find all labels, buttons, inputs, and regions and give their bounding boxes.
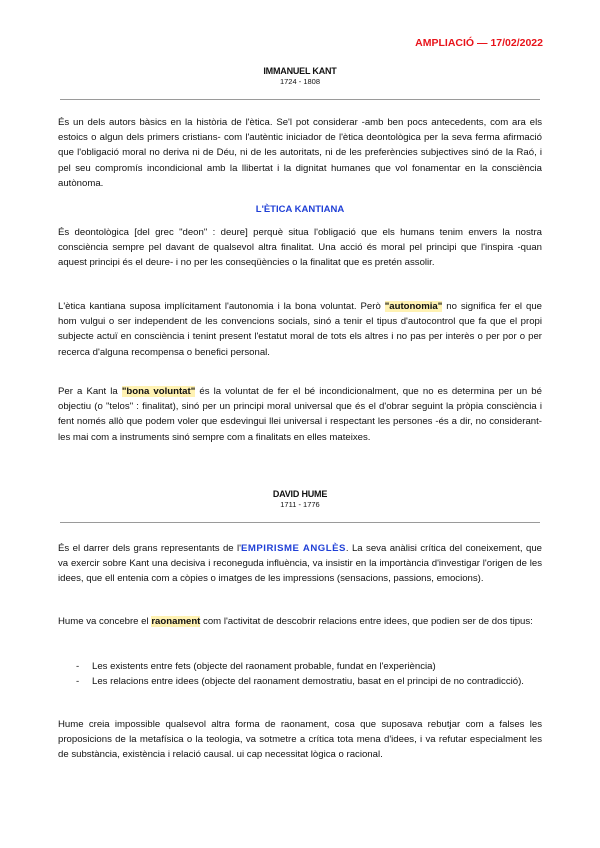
hume-p1-text-a: És el darrer dels grans representants de l' [58, 543, 242, 554]
hume-name: DAVID HUME [272, 489, 328, 499]
kant-paragraph-1: És deontològica [del grec "deon" : deure] perquè situa l'obligació que els humans tenim envers la nostra consciència sempre pel davant de qualsevol altra finalitat. Una acció és moral pel principi que l'inspira -quan aquest principi és el deure- i no per les conseqüències o la finalitat que es pretén assolir. [58, 227, 542, 269]
kant-intro: És un dels autors bàsics en la història de l'ètica. Se'l pot considerar -amb ben pocs antecedents, com ara els estoics o algun dels primers cristians- com l'autèntic iniciador de l'ètica deontològica per la seva ferma afirmació que l'obligació moral no deriva ni de Déu, ni de les autoritats, ni de les preferències subjectives sinó de la Raó, i pel seu compromís incondicional amb la llibertat i la dignitat humanes que vol fonamentar en la consciència autònoma. [58, 117, 542, 189]
hume-heading [0, 489, 600, 509]
list-item: - Les relacions entre idees (objecte del raonament demostratiu, basat en el principi de no contradicció). [76, 674, 542, 689]
hume-p2-text-b: com l'activitat de descobrir relacions entre idees, que podien ser de dos tipus: [200, 616, 533, 627]
hume-paragraph-1 [58, 541, 542, 587]
kant-divider [60, 99, 540, 100]
empirisme-angles-highlight: EMPIRISME ANGLÈS [241, 543, 346, 554]
kant-paragraph-2 [58, 299, 542, 360]
hume-paragraph-3: Hume creia impossible qualsevol altra forma de raonament, cosa que suposava rebutjar com a falses les proposicions de la metafísica o la teologia, va sotmetre a crítica tota mena d'idees, i va refutar especialment les de substància, existència i relació causal. ui cap necessitat lògica o racional. [58, 719, 542, 761]
bona-voluntat-highlight: "bona voluntat" [121, 386, 196, 397]
kant-heading [0, 66, 600, 86]
hume-p2-text-a: Hume va concebre el [58, 616, 152, 627]
kant-p2-text-a: L'ètica kantiana suposa implícitament l'autonomia i la bona voluntat. Però [58, 301, 385, 312]
kant-p3-text-b: és la voluntat de fer el bé incondicionalment, que no es determina per un bé objectiu (o "telos" : finalitat), sinó per un principi moral universal que és el d'obrar seguint la pròpia consciència i fent només allò que podem voler que esdevingui llei universal i respectant les persones -és a dir, no considerant-les mai com a instruments sinó sempre com a finalitats en elles mateixes. [58, 386, 542, 443]
hume-paragraph-2 [58, 614, 542, 629]
hume-years: 1711 - 1776 [280, 500, 320, 509]
kant-name: IMMANUEL KANT [263, 66, 337, 76]
kant-paragraph-3 [58, 384, 542, 445]
relations-list [76, 659, 542, 689]
header-date [415, 37, 543, 49]
kant-years: 1724 - 1808 [279, 77, 321, 86]
raonament-highlight: raonament [151, 616, 201, 627]
autonomia-highlight: "autonomia" [384, 301, 443, 312]
kantian-ethics-title: L'ÈTICA KANTIANA [255, 204, 345, 215]
kant-p3-text-a: Per a Kant la [58, 386, 122, 397]
hume-p1-text-b: . La seva anàlisi crítica del coneixement, que va exercir sobre Kant una decisiva i reconeguda influència, va insistir en la importància d'investigar l'origen de les idees, que ell entenia com a còpies o imatges de les impressions (sensacions, passions, emocions). [58, 543, 543, 585]
header-date-value: 17/02/2022 [490, 37, 543, 49]
list-item: - Les existents entre fets (objecte del raonament probable, fundat en l'experiència) [76, 659, 542, 674]
header-label: AMPLIACIÓ [415, 37, 475, 49]
header-dash: — [477, 37, 488, 49]
kant-p2-text-b: no significa fer el que hom vulgui o ser independent de les convencions socials, sinó a tenir el tipus d'autocontrol que fa que el propi subjecte actuï en consciència i tenint present l'estatut moral de tots els altres i no pas per interès o per por o per recerca d'alguna recompensa o benefici personal. [58, 301, 542, 358]
hume-divider [60, 522, 540, 523]
